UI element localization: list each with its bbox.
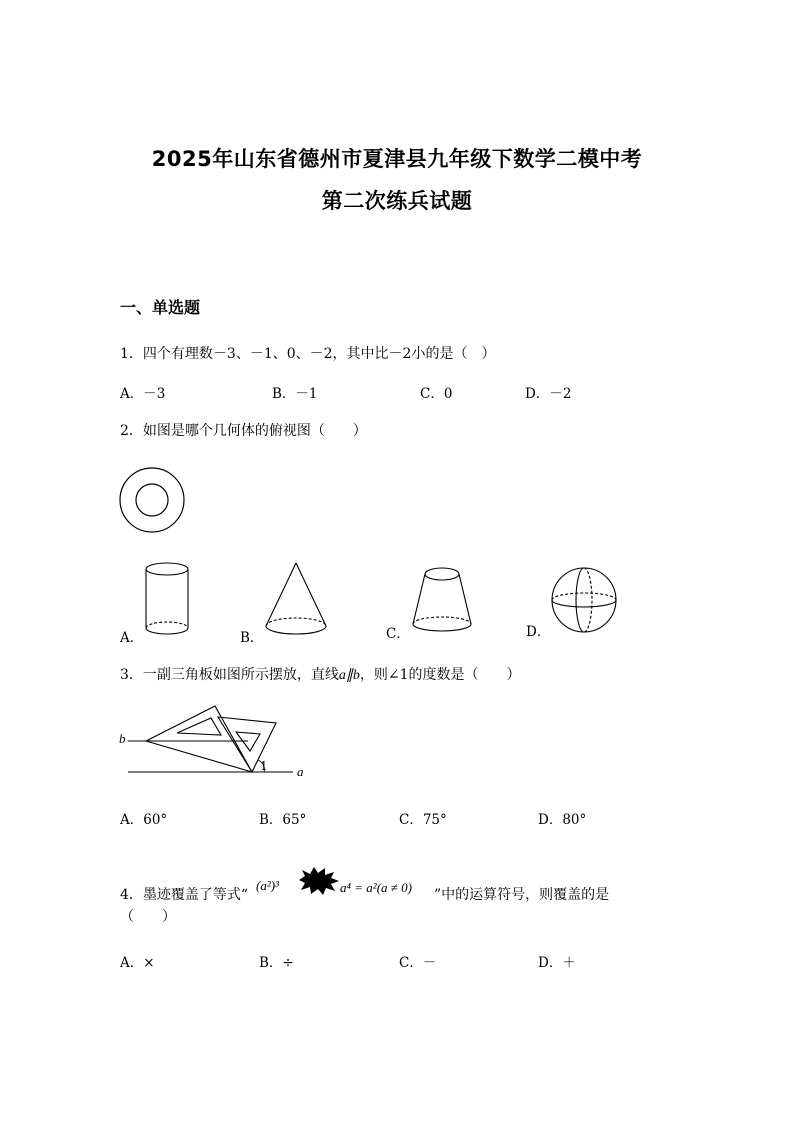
ink-blot-icon	[296, 866, 340, 896]
triangle-ruler-figure	[118, 700, 318, 785]
q1-option-d[interactable]: D．－2	[525, 386, 572, 402]
q4-option-b[interactable]: B．÷	[259, 955, 294, 971]
cone-icon	[262, 560, 330, 640]
question-4-stem-start: 4．墨迹覆盖了等式“	[120, 887, 249, 903]
q3-option-d[interactable]: D．80°	[538, 812, 587, 828]
q2-option-b[interactable]: B．	[240, 630, 264, 646]
question-4-stem-end: ”中的运算符号，则覆盖的是	[434, 887, 610, 903]
q3-stem-text: 3．一副三角板如图所示摆放，直线	[120, 667, 339, 683]
sphere-icon	[548, 566, 620, 638]
q3-stem-math: a∥b	[338, 668, 360, 683]
q4-option-d[interactable]: D．＋	[538, 955, 576, 971]
question-4-stem-line2: （ ）	[120, 909, 176, 925]
frustum-icon	[408, 562, 476, 640]
angle-1-label: 1	[260, 759, 268, 773]
question-2-stem: 2．如图是哪个几何体的俯视图（ ）	[120, 423, 367, 439]
q3-stem-end: ，则∠1的度数是（ ）	[359, 667, 521, 683]
q3-option-b[interactable]: B．65°	[259, 812, 307, 828]
q1-option-c[interactable]: C．0	[420, 386, 453, 402]
q4-expression-left: (a²)³	[256, 878, 279, 893]
ring-top-view-figure	[118, 467, 188, 537]
q3-option-a[interactable]: A．60°	[120, 812, 168, 828]
line-a-label: a	[297, 764, 304, 779]
section-heading: 一、单选题	[120, 298, 201, 317]
q2-option-a[interactable]: A．	[120, 630, 144, 646]
q3-option-c[interactable]: C．75°	[399, 812, 447, 828]
page-subtitle: 第二次练兵试题	[321, 189, 473, 213]
cylinder-icon	[140, 560, 196, 642]
q2-option-c[interactable]: C．	[386, 626, 410, 642]
q4-option-a[interactable]: A．×	[120, 955, 155, 971]
q4-expression-right: a⁴ = a²(a ≠ 0)	[340, 880, 412, 895]
q1-option-b[interactable]: B．－1	[272, 386, 318, 402]
q2-option-d[interactable]: D．	[526, 624, 551, 640]
line-b-label: b	[119, 731, 126, 746]
q1-option-a[interactable]: A．－3	[120, 386, 166, 402]
question-3-stem	[120, 664, 521, 684]
page-title: 2025年山东省德州市夏津县九年级下数学二模中考	[151, 147, 643, 171]
question-1-stem: 1．四个有理数－3、－1、0、－2，其中比－2小的是（ ）	[120, 346, 496, 362]
q4-option-c[interactable]: C．－	[399, 955, 437, 971]
